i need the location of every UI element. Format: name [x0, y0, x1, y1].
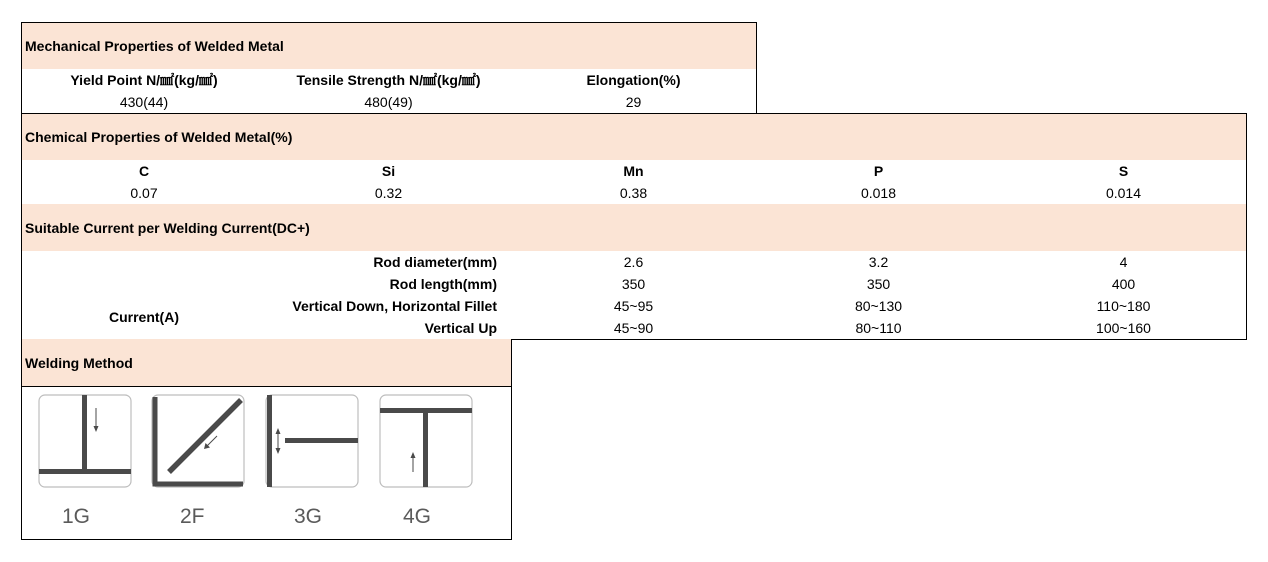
mechanical-header-yield: Yield Point N/㎟(kg/㎟) — [21, 69, 267, 92]
chemical-section-title — [21, 113, 1247, 161]
position-1g-icon — [38, 394, 132, 488]
current-title-text: Suitable Current per Welding Current(DC+) — [25, 219, 310, 236]
chemical-value-p: 0.018 — [756, 182, 1002, 205]
rod-length-value: 350 — [756, 273, 1002, 296]
chemical-value-c: 0.07 — [21, 182, 267, 205]
position-label-2f: 2F — [180, 505, 205, 528]
position-2f-icon — [151, 394, 245, 488]
vertical-up-value: 80~110 — [756, 317, 1002, 340]
vertical-down-value: 45~95 — [511, 295, 757, 318]
position-4g-icon — [379, 394, 473, 488]
chemical-title-text: Chemical Properties of Welded Metal(%) — [25, 129, 293, 145]
vertical-down-label: Vertical Down, Horizontal Fillet — [266, 295, 512, 318]
position-label-1g: 1G — [62, 505, 91, 528]
welding-title-text: Welding Method — [25, 354, 133, 371]
mechanical-section-title — [21, 22, 757, 70]
rod-diameter-value: 3.2 — [756, 251, 1002, 274]
rod-length-value: 350 — [511, 273, 757, 296]
chemical-header-mn: Mn — [511, 160, 757, 183]
current-label: Current(A) — [21, 295, 267, 340]
position-label-3g: 3G — [294, 505, 323, 528]
current-section-title — [21, 204, 1247, 252]
rod-diameter-value: 2.6 — [511, 251, 757, 274]
rod-diameter-label: Rod diameter(mm) — [21, 251, 512, 274]
vertical-down-value: 110~180 — [1001, 295, 1247, 318]
welding-section-title — [21, 339, 512, 387]
mechanical-value-tensile: 480(49) — [266, 91, 512, 114]
position-label-4g: 4G — [403, 505, 432, 528]
rod-length-label: Rod length(mm) — [21, 273, 512, 296]
rod-diameter-value: 4 — [1001, 251, 1247, 274]
vertical-up-value: 100~160 — [1001, 317, 1247, 340]
mechanical-header-elongation: Elongation(%) — [511, 69, 757, 92]
mechanical-value-yield: 430(44) — [21, 91, 267, 114]
mechanical-header-tensile: Tensile Strength N/㎟(kg/㎟) — [266, 69, 512, 92]
chemical-header-si: Si — [266, 160, 512, 183]
vertical-up-label: Vertical Up — [266, 317, 512, 340]
chemical-value-si: 0.32 — [266, 182, 512, 205]
chemical-value-mn: 0.38 — [511, 182, 757, 205]
chemical-header-p: P — [756, 160, 1002, 183]
chemical-header-s: S — [1001, 160, 1247, 183]
welding-method-panel — [21, 386, 512, 540]
chemical-header-c: C — [21, 160, 267, 183]
vertical-up-value: 45~90 — [511, 317, 757, 340]
vertical-down-value: 80~130 — [756, 295, 1002, 318]
mechanical-value-elongation: 29 — [511, 91, 757, 114]
rod-length-value: 400 — [1001, 273, 1247, 296]
chemical-value-s: 0.014 — [1001, 182, 1247, 205]
mechanical-title-text: Mechanical Properties of Welded Metal — [25, 38, 284, 54]
position-3g-icon — [265, 394, 359, 488]
